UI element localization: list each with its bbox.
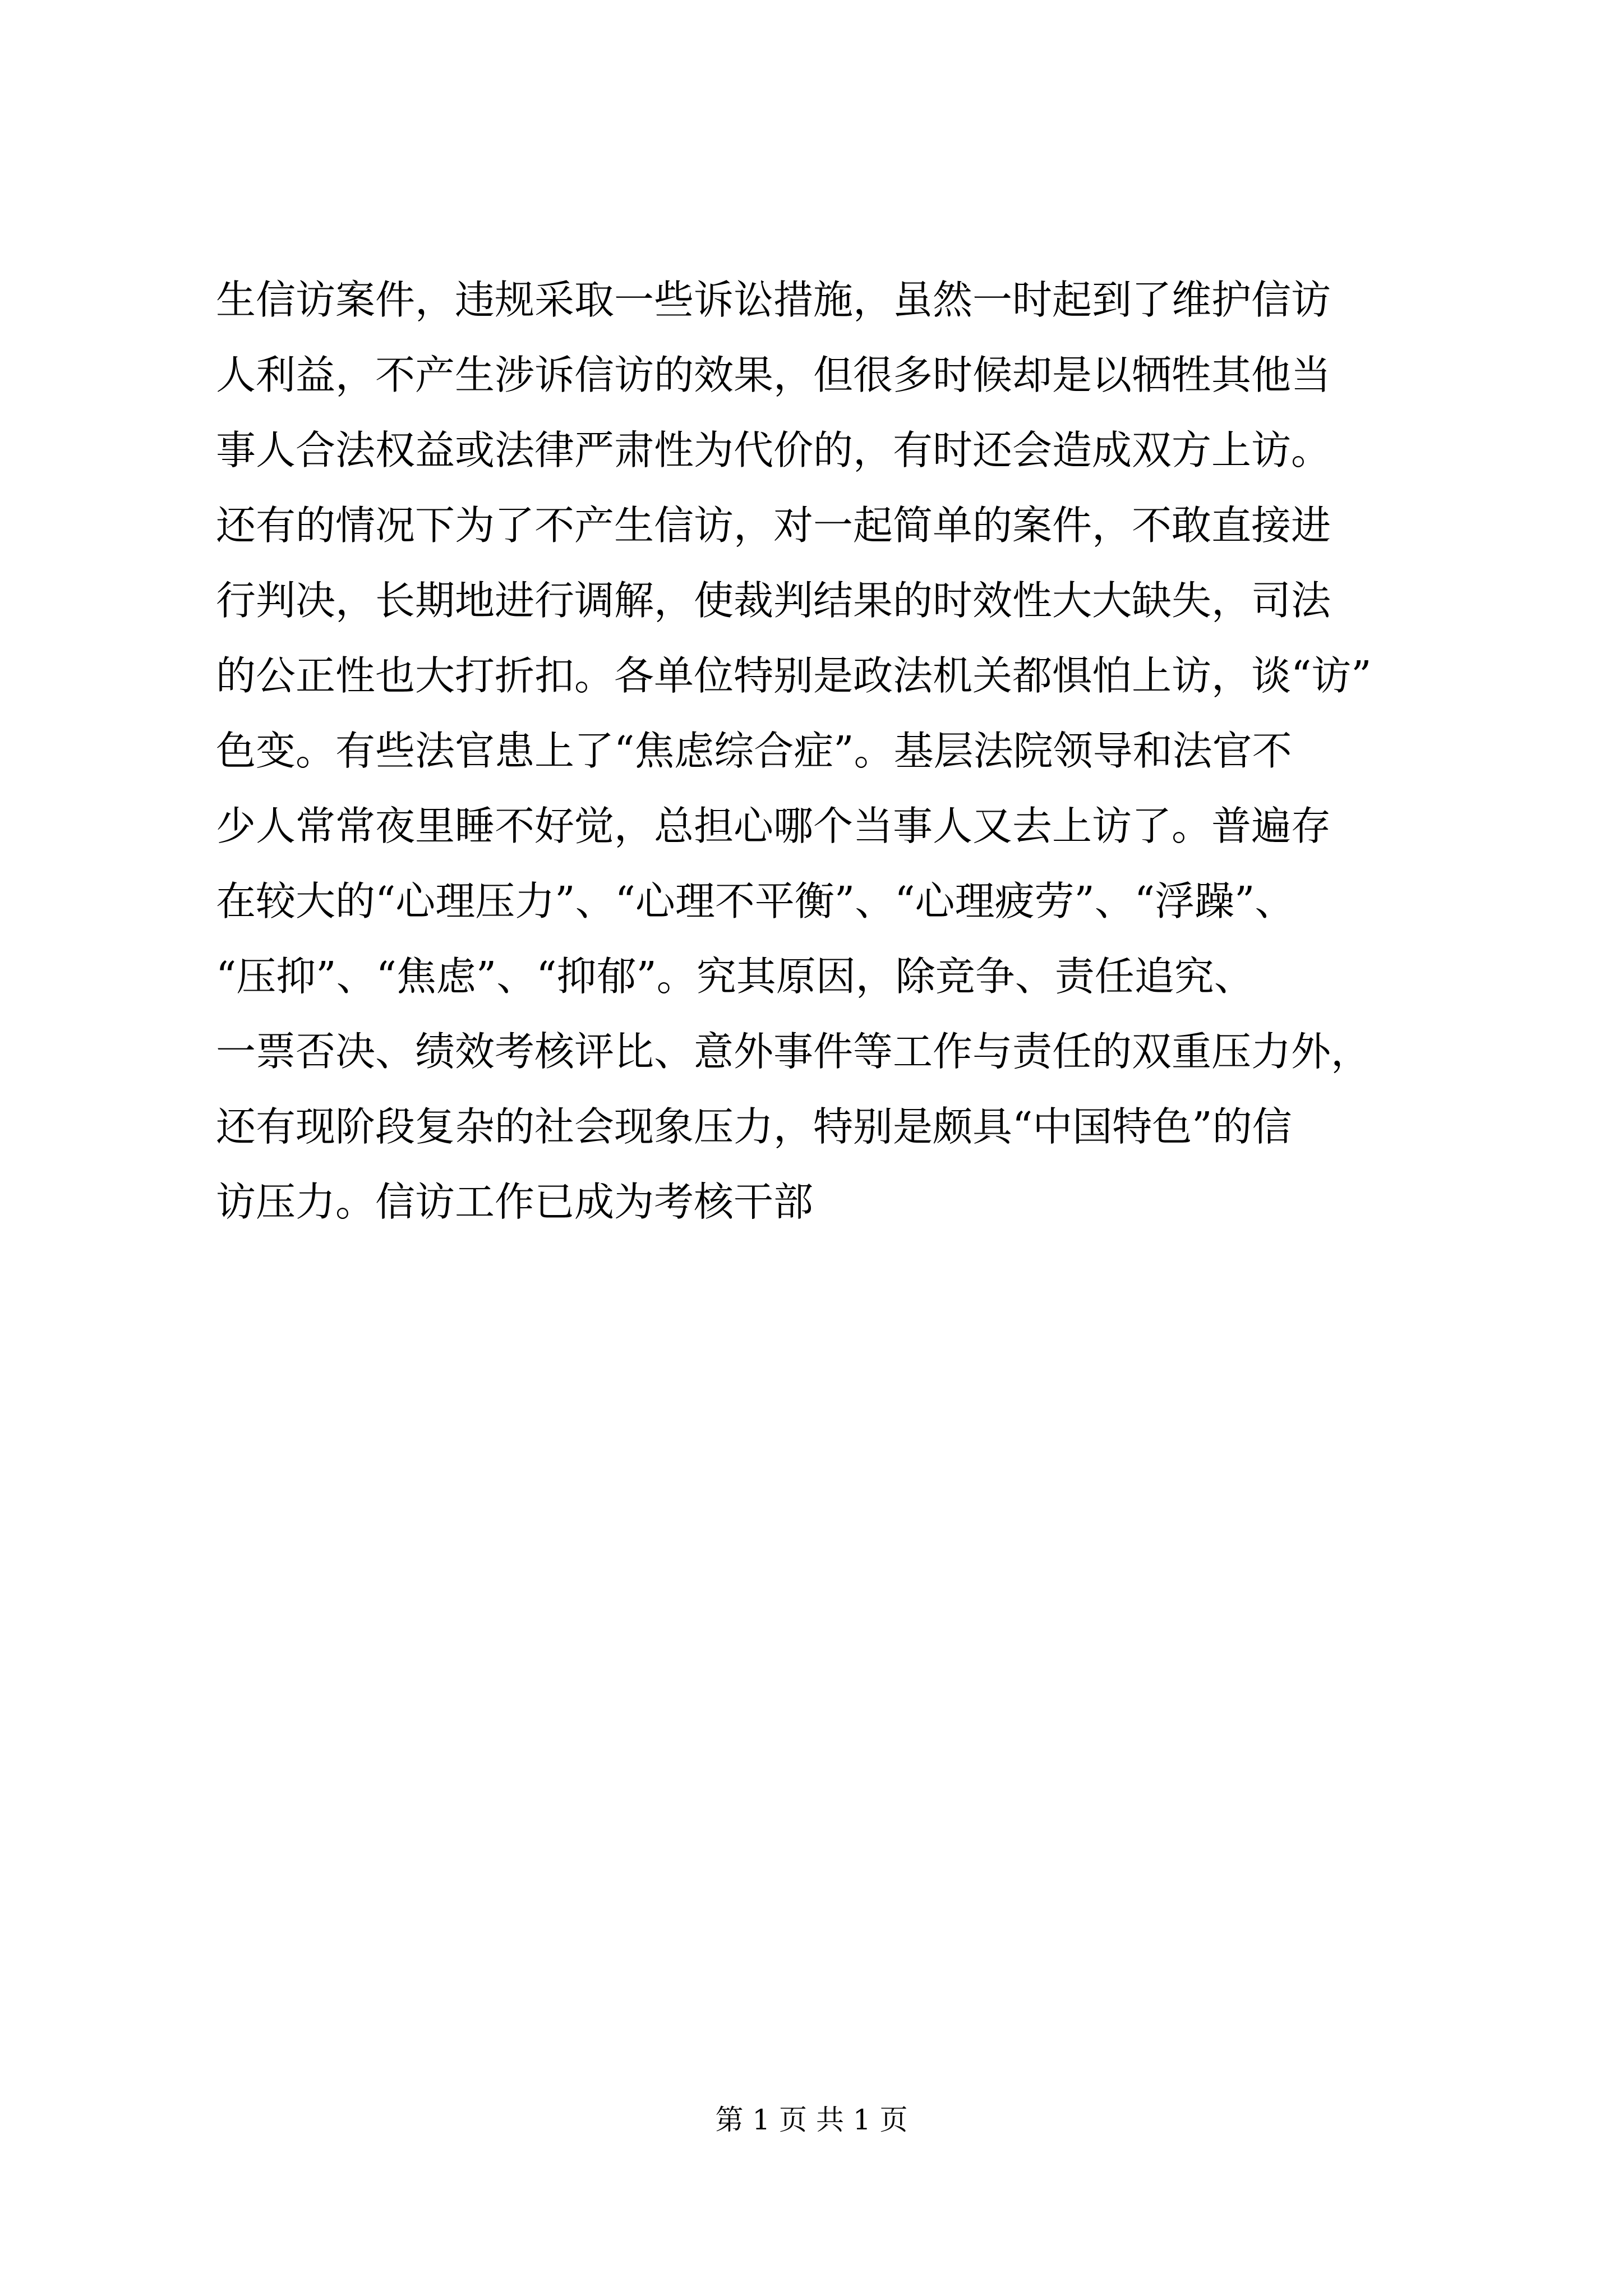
text-line-5: 行判决，长期地进行调解，使裁判结果的时效性大大缺失，司法 [216,577,1331,624]
text-line-8: 少人常常夜里睡不好觉，总担心哪个当事人又去上访了。普遍存 [216,803,1331,849]
text-line-2: 人利益，不产生涉诉信访的效果，但很多时候却是以牺牲其他当 [216,352,1331,398]
text-line-6: 的公正性也大打折扣。各单位特别是政法机关都惧怕上访，谈“访” [216,652,1372,699]
text-line-3: 事人合法权益或法律严肃性为代价的，有时还会造成双方上访。 [216,427,1331,473]
page-footer: 第 1 页 共 1 页 [715,2104,908,2136]
text-line-12: 还有现阶段复杂的社会现象压力，特别是颇具“中国特色”的信 [216,1103,1292,1150]
text-line-10: “压抑”、“焦虑”、“抑郁”。究其原因，除竞争、责任追究、 [216,953,1254,1000]
text-line-13: 访压力。信访工作已成为考核干部 [216,1179,814,1225]
text-line-1: 生信访案件，违规采取一些诉讼措施，虽然一时起到了维护信访 [216,277,1331,323]
text-line-9: 在较大的“心理压力”、“心理不平衡”、“心理疲劳”、“浮躁”、 [216,878,1295,924]
text-line-7: 色变。有些法官患上了“焦虑综合症”。基层法院领导和法官不 [216,728,1292,774]
text-line-11: 一票否决、绩效考核评比、意外事件等工作与责任的双重压力外， [216,1028,1371,1075]
body-paragraph [216,263,1506,1240]
text-line-4: 还有的情况下为了不产生信访，对一起简单的案件，不敢直接进 [216,502,1331,549]
